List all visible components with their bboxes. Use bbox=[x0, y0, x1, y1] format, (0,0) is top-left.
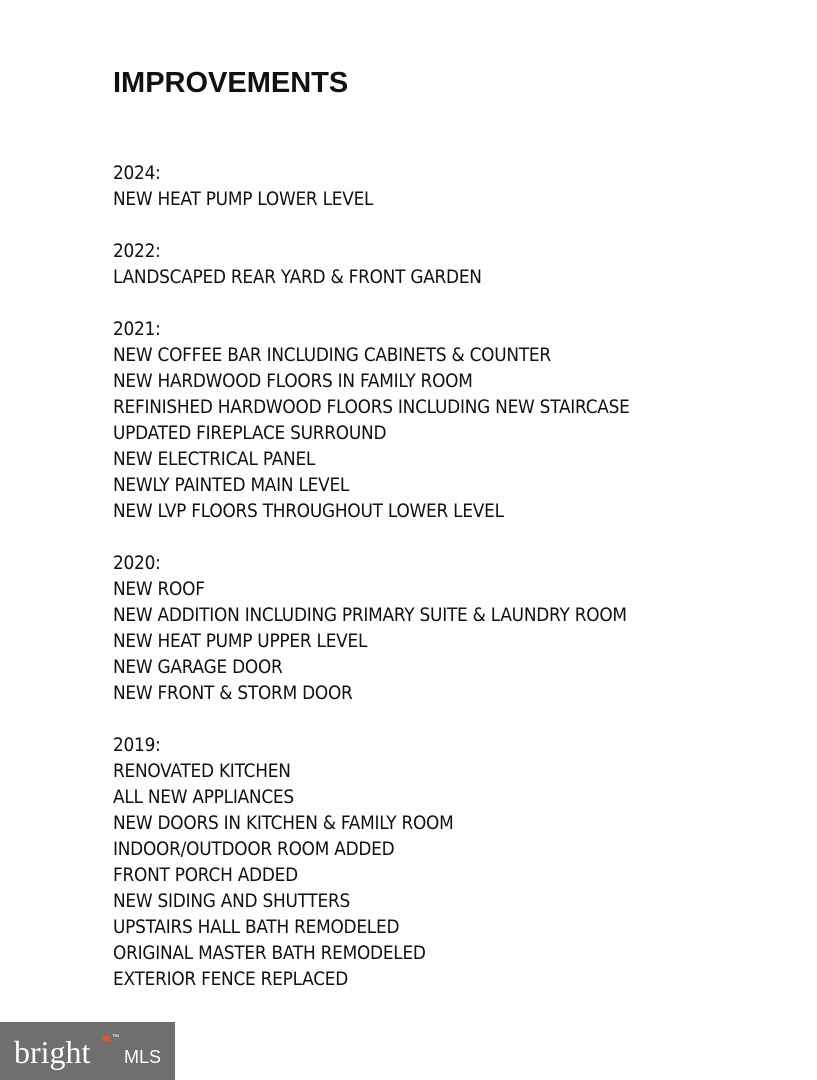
improvement-item: NEW DOORS IN KITCHEN & FAMILY ROOM bbox=[113, 813, 454, 834]
improvement-item: RENOVATED KITCHEN bbox=[113, 761, 291, 782]
improvement-item: INDOOR/OUTDOOR ROOM ADDED bbox=[113, 839, 395, 860]
improvement-item: UPSTAIRS HALL BATH REMODELED bbox=[113, 917, 400, 938]
improvement-item: NEWLY PAINTED MAIN LEVEL bbox=[113, 475, 350, 496]
improvement-item: ORIGINAL MASTER BATH REMODELED bbox=[113, 943, 426, 964]
year-section-2021 bbox=[113, 317, 793, 525]
improvements-list bbox=[113, 161, 793, 1019]
year-heading: 2020: bbox=[113, 553, 161, 574]
improvement-item: REFINISHED HARDWOOD FLOORS INCLUDING NEW STAIRCASE bbox=[113, 397, 630, 418]
watermark-trademark: ™ bbox=[112, 1034, 119, 1041]
watermark-brand: bright bbox=[14, 1034, 91, 1070]
improvement-item: FRONT PORCH ADDED bbox=[113, 865, 298, 886]
page-title: IMPROVEMENTS bbox=[113, 67, 349, 99]
year-section-2022 bbox=[113, 239, 793, 291]
year-heading: 2019: bbox=[113, 735, 161, 756]
year-section-2019 bbox=[113, 733, 793, 993]
year-heading: 2024: bbox=[113, 163, 161, 184]
improvement-item: NEW FRONT & STORM DOOR bbox=[113, 683, 353, 704]
improvement-item: ALL NEW APPLIANCES bbox=[113, 787, 294, 808]
improvement-item: NEW SIDING AND SHUTTERS bbox=[113, 891, 350, 912]
improvement-item: NEW COFFEE BAR INCLUDING CABINETS & COUNTER bbox=[113, 345, 551, 366]
year-section-2020 bbox=[113, 551, 793, 707]
improvement-item: UPDATED FIREPLACE SURROUND bbox=[113, 423, 387, 444]
improvement-item: NEW ELECTRICAL PANEL bbox=[113, 449, 316, 470]
improvement-item: NEW ROOF bbox=[113, 579, 205, 600]
year-section-2024 bbox=[113, 161, 793, 213]
bright-mls-watermark bbox=[0, 1022, 175, 1080]
watermark-accent-dot bbox=[103, 1036, 110, 1041]
improvement-item: NEW HEAT PUMP UPPER LEVEL bbox=[113, 631, 368, 652]
improvement-item: NEW HEAT PUMP LOWER LEVEL bbox=[113, 189, 374, 210]
improvement-item: NEW ADDITION INCLUDING PRIMARY SUITE & LAUNDRY ROOM bbox=[113, 605, 627, 626]
watermark-suffix: MLS bbox=[124, 1047, 162, 1067]
improvement-item: EXTERIOR FENCE REPLACED bbox=[113, 969, 349, 990]
improvement-item: NEW LVP FLOORS THROUGHOUT LOWER LEVEL bbox=[113, 501, 504, 522]
year-heading: 2022: bbox=[113, 241, 161, 262]
year-heading: 2021: bbox=[113, 319, 161, 340]
bright-mls-logo-icon bbox=[0, 1022, 175, 1080]
improvement-item: NEW GARAGE DOOR bbox=[113, 657, 283, 678]
improvement-item: LANDSCAPED REAR YARD & FRONT GARDEN bbox=[113, 267, 482, 288]
improvement-item: NEW HARDWOOD FLOORS IN FAMILY ROOM bbox=[113, 371, 473, 392]
